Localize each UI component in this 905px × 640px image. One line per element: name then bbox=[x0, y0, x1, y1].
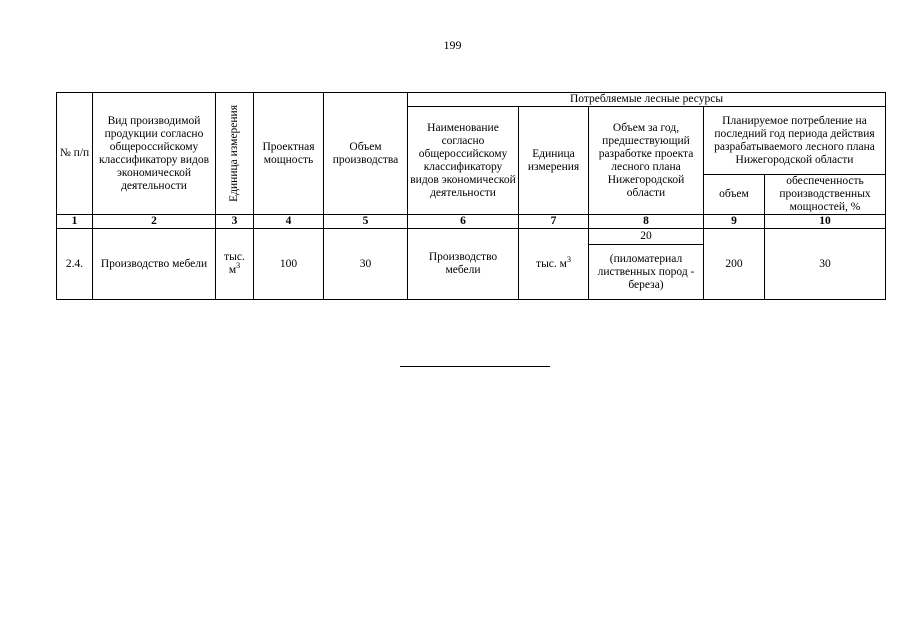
cell-design-capacity: 100 bbox=[254, 229, 324, 300]
cell-volume-value: 20 bbox=[589, 229, 704, 245]
header-planned-volume: объем bbox=[704, 175, 765, 215]
cell-unit2-sup: 3 bbox=[566, 254, 571, 264]
header-volume-prev-year: Объем за год, предшествующий разработке проекта лесного плана Нижегородской области bbox=[589, 107, 704, 215]
header-name: Наименование согласно общероссийскому классификатору видов экономической деятельности bbox=[408, 107, 519, 215]
cell-product: Производство мебели bbox=[93, 229, 216, 300]
cell-unit2 bbox=[519, 229, 589, 300]
cell-unit bbox=[216, 229, 254, 300]
header-planned-provision: обеспеченность производственных мощностей, % bbox=[765, 175, 886, 215]
cell-unit2-text: тыс. м bbox=[536, 257, 567, 270]
forest-resources-table bbox=[56, 92, 886, 300]
col-number: 9 bbox=[704, 215, 765, 229]
header-unit-text: Единица измерения bbox=[228, 105, 240, 202]
cell-planned-volume: 200 bbox=[704, 229, 765, 300]
col-number: 3 bbox=[216, 215, 254, 229]
header-unit bbox=[216, 93, 254, 215]
col-number: 8 bbox=[589, 215, 704, 229]
table-row bbox=[57, 229, 886, 245]
column-numbers-row bbox=[57, 215, 886, 229]
cell-planned-provision: 30 bbox=[765, 229, 886, 300]
cell-unit-text: тыс. м bbox=[224, 251, 245, 276]
header-design-capacity: Проектная мощность bbox=[254, 93, 324, 215]
col-number: 7 bbox=[519, 215, 589, 229]
cell-unit-sup: 3 bbox=[236, 261, 241, 271]
header-unit2: Единица измерения bbox=[519, 107, 589, 215]
col-number: 10 bbox=[765, 215, 886, 229]
col-number: 6 bbox=[408, 215, 519, 229]
header-consumed-resources: Потребляемые лесные ресурсы bbox=[408, 93, 886, 107]
cell-num: 2.4. bbox=[57, 229, 93, 300]
cell-production-volume: 30 bbox=[324, 229, 408, 300]
col-number: 5 bbox=[324, 215, 408, 229]
page-number: 199 bbox=[443, 38, 462, 52]
cell-volume-note: (пиломатериал лиственных пород - береза) bbox=[589, 245, 704, 300]
cell-name: Производство мебели bbox=[408, 229, 519, 300]
col-number: 1 bbox=[57, 215, 93, 229]
col-number: 4 bbox=[254, 215, 324, 229]
footer-divider bbox=[400, 366, 550, 367]
header-product-type: Вид производимой продукции согласно общероссийскому классификатору видов экономической деятельности bbox=[93, 93, 216, 215]
header-planned: Планируемое потребление на последний год периода действия разрабатываемого лесного плана Нижегородской области bbox=[704, 107, 886, 175]
header-num: № п/п bbox=[57, 93, 93, 215]
header-production-volume: Объем производства bbox=[324, 93, 408, 215]
col-number: 2 bbox=[93, 215, 216, 229]
